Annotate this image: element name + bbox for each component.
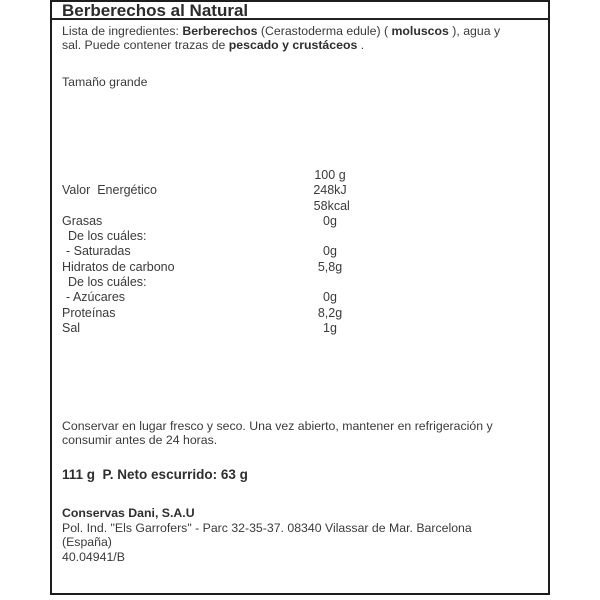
ingredients-allergen: pescado y crustáceos	[228, 38, 358, 53]
nutrition-value: 1g	[323, 320, 337, 335]
nutrition-value: 0g	[323, 290, 337, 305]
nutrition-row-energy	[62, 183, 538, 198]
ingredients-segment: (Cerastoderma edule) (	[257, 24, 392, 38]
nutrition-value: 0g	[323, 244, 337, 259]
nutrition-label: - Azúcares	[66, 290, 126, 305]
nutrition-label: De los cuáles:	[68, 229, 147, 244]
nutrition-row-salt	[62, 321, 538, 336]
nutrition-header-row	[62, 168, 538, 183]
nutrition-row-carbs	[62, 260, 538, 275]
nutrition-row-ofwhich	[62, 275, 538, 290]
ingredients-segment: .	[357, 38, 365, 53]
product-label-box	[50, 0, 550, 595]
manufacturer-country: (España)	[62, 535, 112, 550]
nutrition-row-ofwhich	[62, 229, 538, 244]
nutrition-label: Hidratos de carbono	[62, 259, 175, 274]
nutrition-value: 0g	[323, 213, 337, 228]
ingredients-allergen: moluscos	[391, 24, 449, 38]
nutrition-row-saturates	[62, 244, 538, 259]
nutrition-value: 5,8g	[317, 259, 343, 274]
nutrition-value: 248kJ	[313, 183, 347, 198]
manufacturer-name: Conservas Dani, S.A.U	[62, 506, 195, 520]
nutrition-table	[62, 168, 538, 336]
ingredients-segment: ), agua y sal. Puede contener trazas de	[62, 24, 501, 53]
nutrition-label: Proteínas	[62, 305, 116, 320]
net-weight-text: 111 g P. Neto escurrido: 63 g	[62, 467, 248, 482]
nutrition-label: De los cuáles:	[68, 275, 147, 290]
nutrition-row-sugars	[62, 290, 538, 305]
ingredients-allergen: Berberechos	[182, 24, 258, 38]
manufacturer-block	[62, 506, 532, 564]
ingredients-text	[62, 24, 518, 52]
storage-line: consumir antes de 24 horas.	[62, 433, 218, 448]
manufacturer-registration: 40.04941/B	[62, 549, 125, 564]
ingredients-segment: Lista de ingredientes:	[62, 24, 183, 38]
storage-line: Conservar en lugar fresco y seco. Una vez abierto, mantener en refrigeración y	[62, 419, 493, 433]
nutrition-label: Valor Energético	[62, 183, 157, 198]
nutrition-column-header: 100 g	[314, 168, 346, 182]
nutrition-value: 58kcal	[310, 198, 350, 213]
nutrition-row-energy-kcal	[62, 199, 538, 214]
nutrition-row-protein	[62, 306, 538, 321]
nutrition-row-fat	[62, 214, 538, 229]
nutrition-label: Sal	[62, 320, 81, 335]
product-title: Berberechos al Natural	[62, 1, 249, 20]
label-header	[52, 2, 548, 20]
nutrition-label: - Saturadas	[66, 244, 131, 259]
nutrition-label: Grasas	[62, 213, 103, 228]
storage-instructions	[62, 419, 532, 447]
manufacturer-address: Pol. Ind. "Els Garrofers" - Parc 32-35-37. 08340 Vilassar de Mar. Barcelona	[62, 520, 472, 535]
nutrition-value: 8,2g	[317, 305, 343, 320]
size-text: Tamaño grande	[62, 75, 148, 89]
